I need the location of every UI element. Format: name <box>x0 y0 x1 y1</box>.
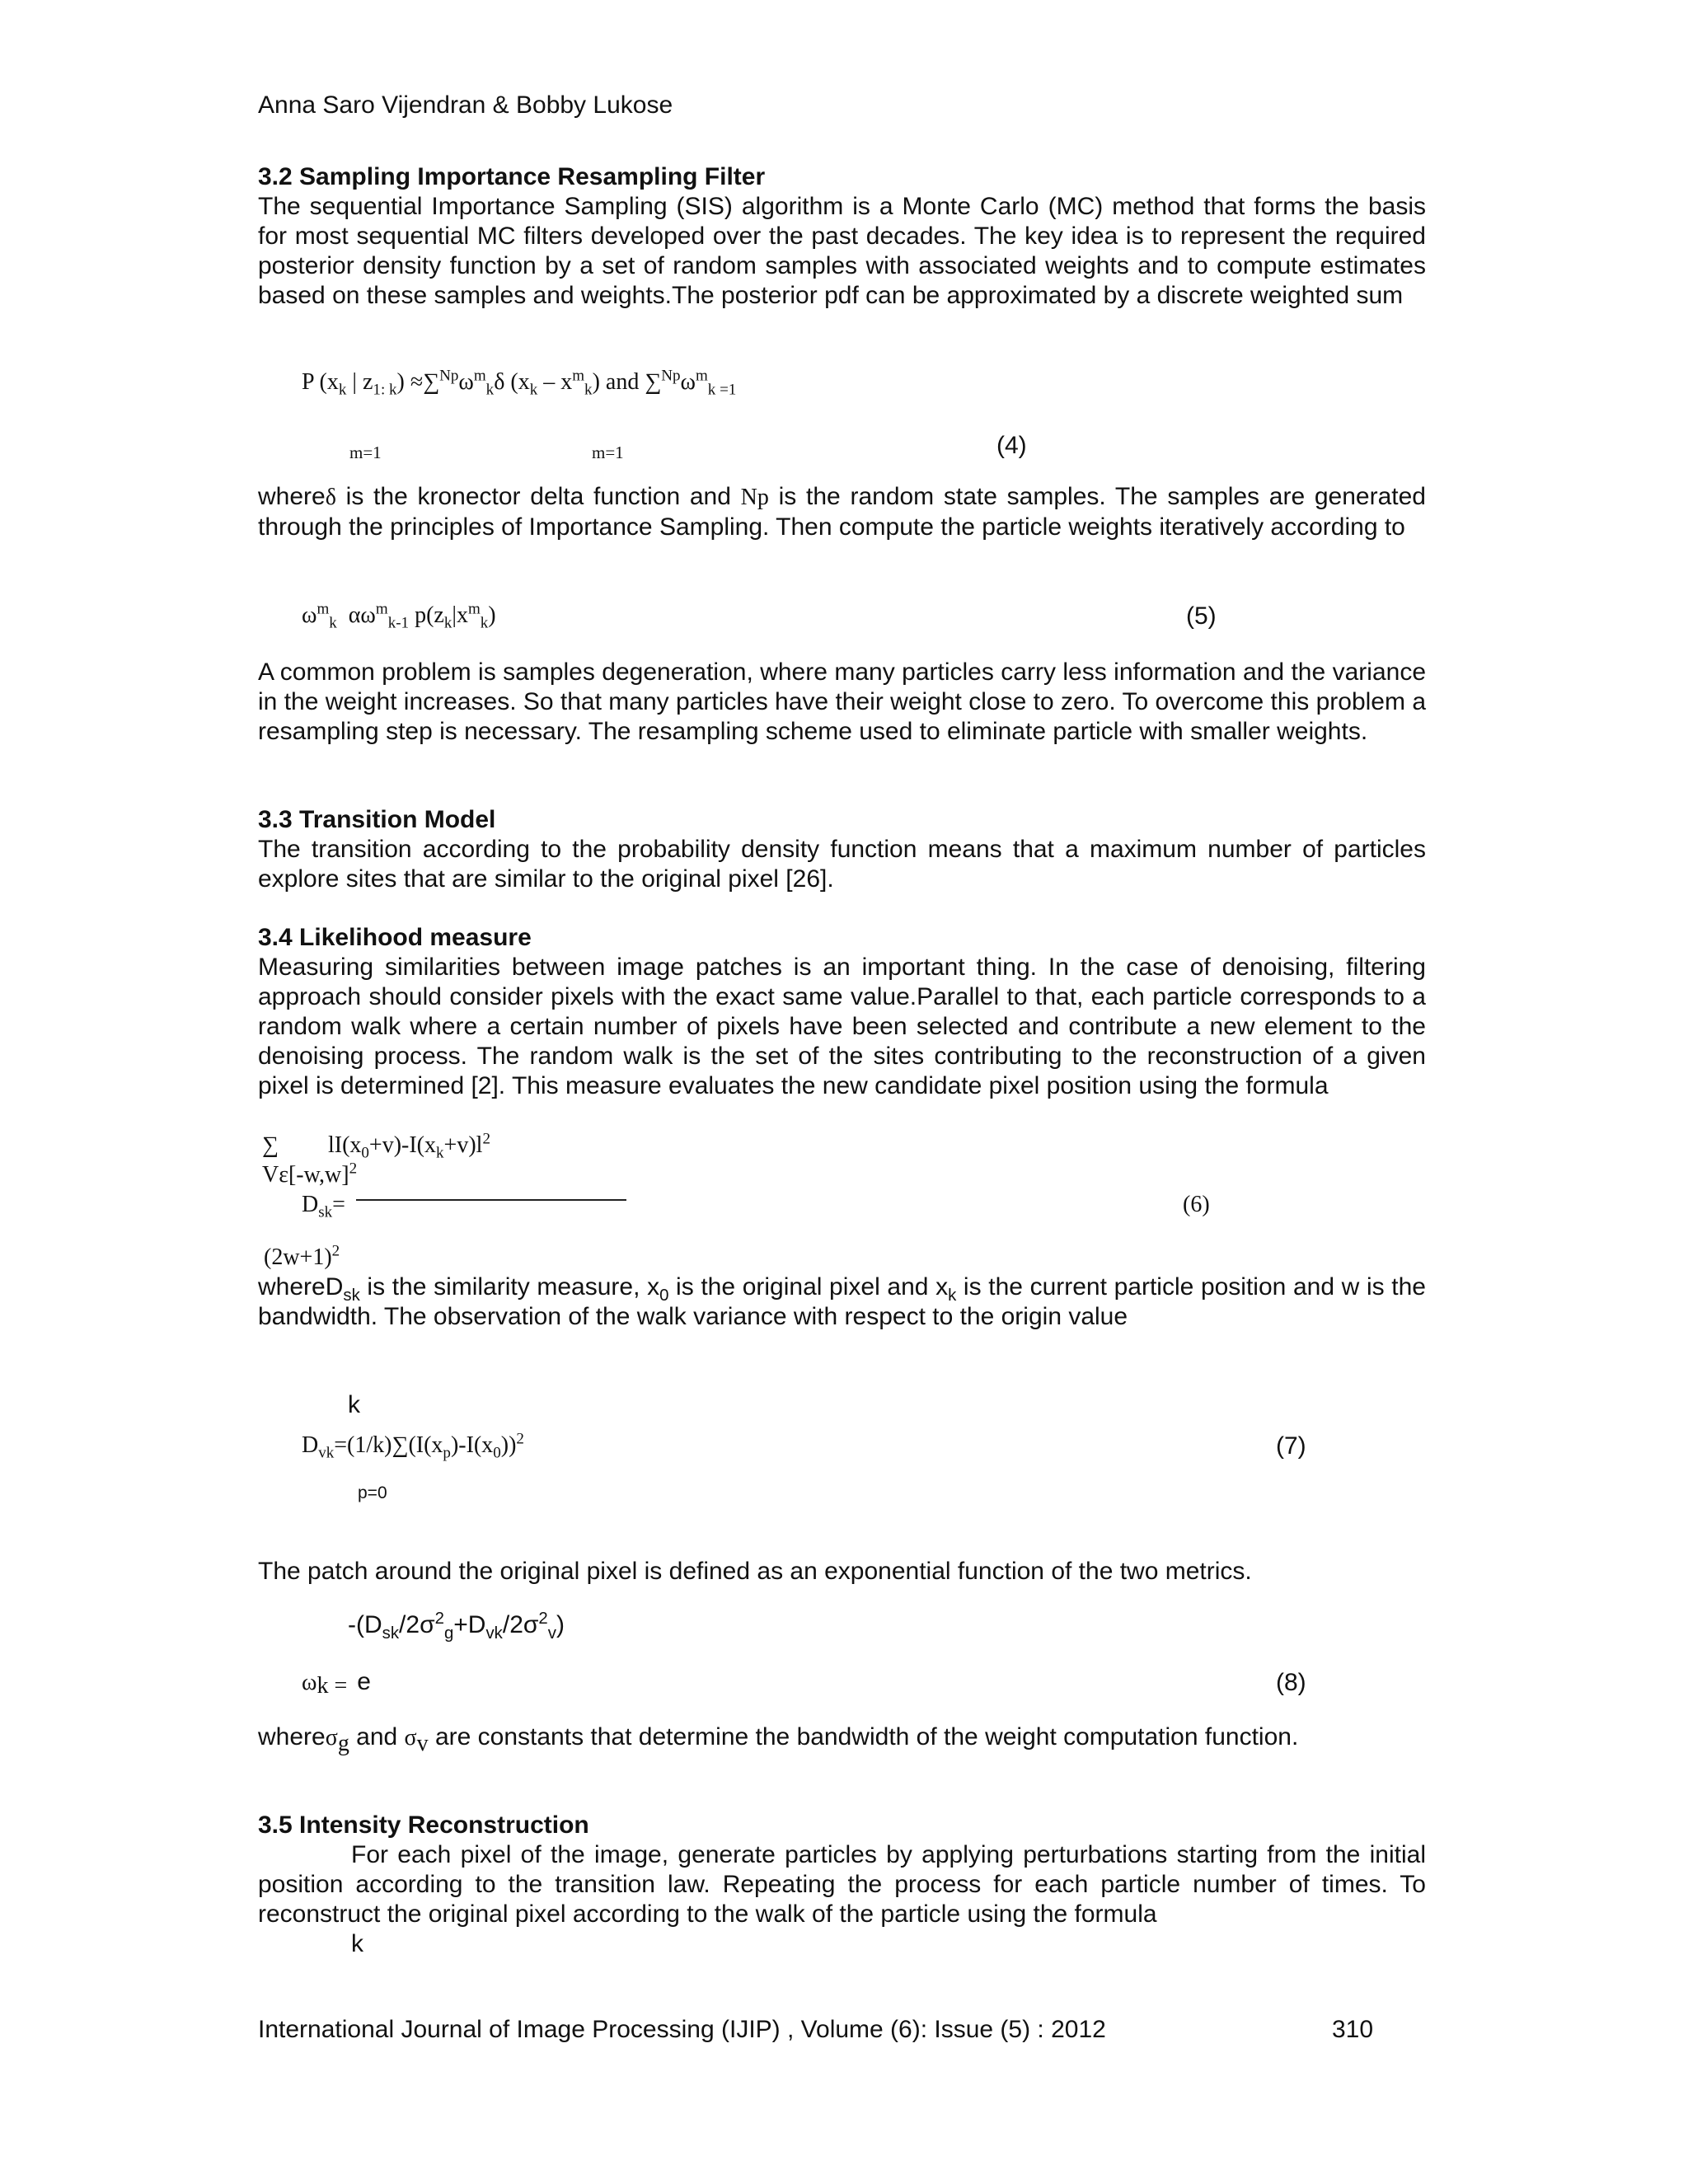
section-3-4-paragraph-1: Measuring similarities between image patches is an important thing. In the case of denoising, filtering approach should consider pixels with the exact same value.Parallel to that, each particle corresponds to a random walk where a certain number of pixels have been selected and contribute a new element to the denoising process. The random walk is the set of the sites contributing to the reconstruction of a given pixel is determined [2]. This measure evaluates the new candidate pixel position using the formula <box>258 954 1426 1099</box>
equation-7-upper-limit: k <box>348 1391 360 1418</box>
equation-5: $\omega^m_k$ $\alpha\omega^m_{k-1}$ $p(z_k|x^m_k)$ <box>302 600 496 632</box>
equation-8-number: (8) <box>1276 1669 1306 1696</box>
equation-5-number: (5) <box>1186 602 1217 630</box>
section-3-3-paragraph-1: The transition according to the probability density function means that a maximum number of particles explore sites that are similar to the original pixel [26]. <box>258 836 1426 893</box>
equation-8: $\omega_{k =}$ e <box>302 1668 371 1699</box>
equation-6-denominator: $(2w+1)^2$ <box>264 1242 340 1270</box>
footer-page-number: 310 <box>1332 2016 1374 2043</box>
equation-7: $D_{vk}=(1/k)\sum(I(x_p)-I(x_0))^2$ <box>302 1430 524 1462</box>
footer-journal: International Journal of Image Processing (IJIP) , Volume (6): Issue (5) : 2012 <box>258 2016 1106 2043</box>
equation-7-number: (7) <box>1276 1432 1306 1460</box>
section-3-2-paragraph-3: A common problem is samples degeneration, where many particles carry less information and the variance in the weight increases. So that many particles have their weight close to zero. To overcome this problem a resampling step is necessary. The resampling scheme used to eliminate particle with smaller weights. <box>258 658 1426 745</box>
equation-6-range: $V\varepsilon[-w,w]^2$ <box>262 1160 358 1188</box>
equation-4-lower-limit-1: m=1 <box>349 443 382 462</box>
section-3-5-paragraph-1: For each pixel of the image, generate particles by applying perturbations starting from the initial position according to the transition law. Repeating the process for each particle number of times. To reconstruct the original pixel according to the walk of the particle using the formula <box>258 1841 1426 1928</box>
equation-7-lower-limit: p=0 <box>358 1483 387 1502</box>
equation-4: P ($x_k$ | $z_{1: k}) \approx\sum^{Np}\omega^m_k\delta$ $(x_k - x^m_k)$ and $\sum^{Np}\omega^m_{k =1}$ <box>302 367 737 399</box>
equation-4-lower-limit-2: m=1 <box>592 443 624 462</box>
section-3-4-heading: 3.4 Likelihood measure <box>258 924 532 951</box>
section-3-2-heading: 3.2 Sampling Importance Resampling Filter <box>258 163 766 190</box>
section-3-2-paragraph-2: whereδ is the kronector delta function and Np is the random state samples. The samples are generated through the principles of Importance Sampling. Then compute the particle weights iteratively according to <box>258 483 1426 541</box>
section-3-4-paragraph-2: whereD$_{sk}$ is the similarity measure, $x_0$ is the original pixel and $x_k$ is the current particle position and w is the bandwidth. The observation of the walk variance with respect to the origin value <box>258 1273 1426 1330</box>
section-3-4-paragraph-3: The patch around the original pixel is defined as an exponential function of the two metrics. <box>258 1558 1252 1585</box>
section-3-4-paragraph-4: whereσ$_g$ and $\sigma_v$ are constants that determine the bandwidth of the weight computation function. <box>258 1723 1299 1756</box>
section-3-5-heading: 3.5 Intensity Reconstruction <box>258 1811 589 1839</box>
running-header-authors: Anna Saro Vijendran & Bobby Lukose <box>258 91 673 119</box>
equation-6-numerator: ∑ $lI(x_0+v)-I(x_k+v)l^2$ <box>262 1130 490 1162</box>
section-3-2-paragraph-1: The sequential Importance Sampling (SIS) algorithm is a Monte Carlo (MC) method that forms the basis for most sequential MC filters developed over the past decades. The key idea is to represent the required posterior density function by a set of random samples with associated weights and to compute estimates based on these samples and weights.The posterior pdf can be approximated by a discrete weighted sum <box>258 193 1426 309</box>
equation-6-fraction-rule <box>356 1199 626 1201</box>
section-3-3-heading: 3.3 Transition Model <box>258 806 496 833</box>
section-3-5-k: k <box>351 1930 363 1957</box>
equation-6-number: (6) <box>1183 1192 1210 1217</box>
equation-6-lhs: $D_{sk}=$ <box>302 1192 345 1221</box>
equation-8-exponent: $-(D_{sk}/2\sigma^2_g+D_{vk}/2\sigma^2_v)$ <box>348 1610 565 1643</box>
equation-4-number: (4) <box>996 432 1027 459</box>
